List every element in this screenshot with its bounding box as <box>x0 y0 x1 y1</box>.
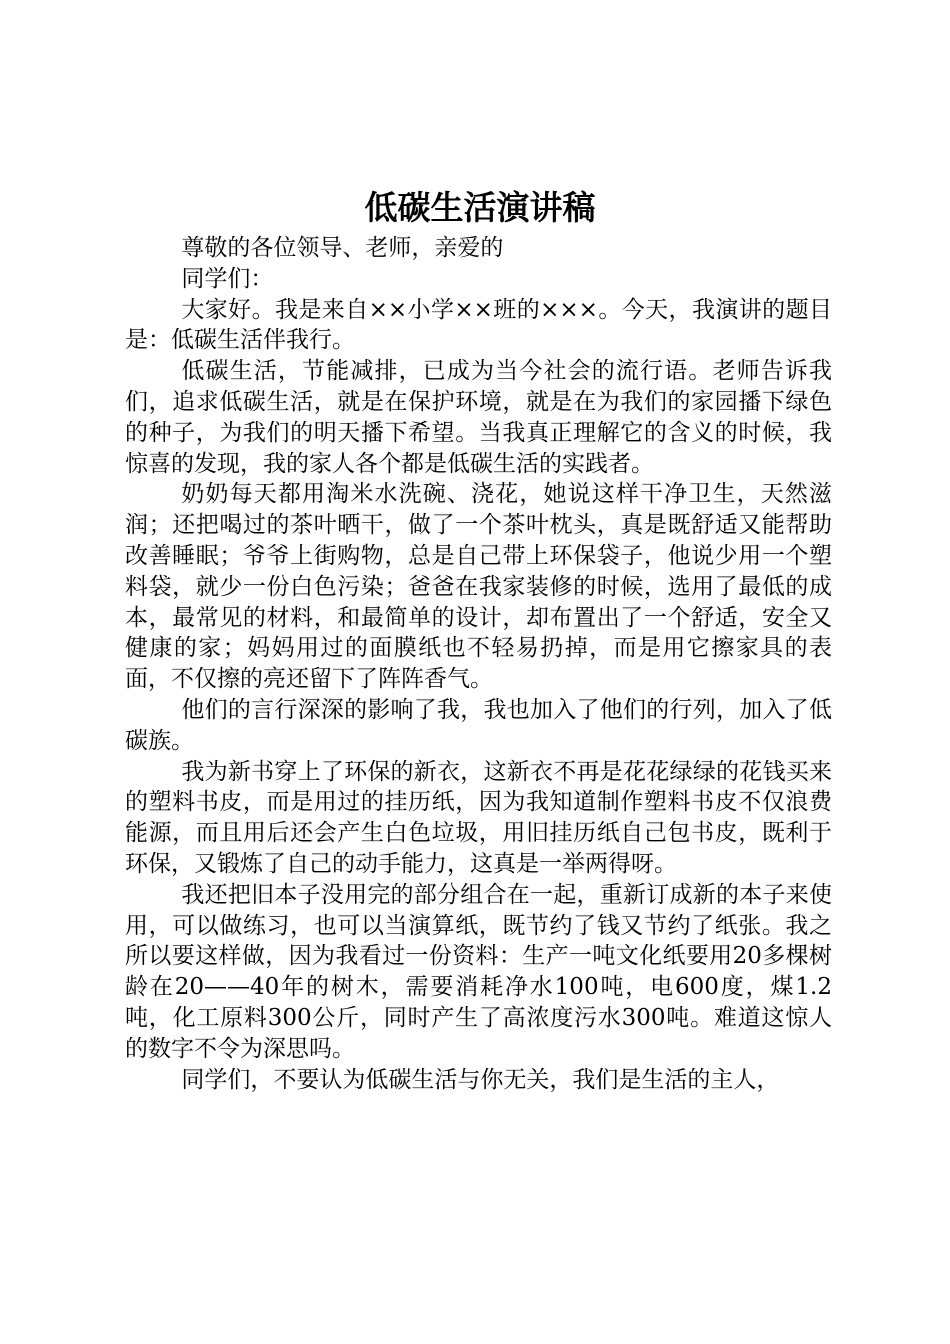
paragraph-introduction: 大家好。我是来自××小学××班的×××。今天，我演讲的题目是：低碳生活伴我行。 <box>125 296 832 354</box>
paragraph-joined-low-carbon: 他们的言行深深的影响了我，我也加入了他们的行列，加入了低碳族。 <box>125 696 832 754</box>
paragraph-notebooks: 我还把旧本子没用完的部分组合在一起，重新订成新的本子来使用，可以做练习，也可以当演算纸，既节约了钱又节约了纸张。我之所以要这样做，因为我看过一份资料：生产一吨文化纸要用20多棵树龄在20——40年的树木，需要消耗净水100吨，电600度，煤1.2吨，化工原料300公斤，同时产生了高浓度污水300吨。难道这惊人的数字不令为深思吗。 <box>125 881 832 1062</box>
paragraph-book-covers: 我为新书穿上了环保的新衣，这新衣不再是花花绿绿的花钱买来的塑料书皮，而是用过的挂历纸，因为我知道制作塑料书皮不仅浪费能源，而且用后还会产生白色垃圾，用旧挂历纸自己包书皮，既利于环保，又锻炼了自己的动手能力，这真是一举两得呀。 <box>125 758 832 877</box>
paragraph-family-examples: 奶奶每天都用淘米水洗碗、浇花，她说这样干净卫生，天然滋润；还把喝过的茶叶晒干，做了一个茶叶枕头，真是既舒适又能帮助改善睡眠；爷爷上街购物，总是自己带上环保袋子，他说少用一个塑料袋，就少一份白色污染；爸爸在我家装修的时候，选用了最低的成本，最常见的材料，和最简单的设计，却布置出了一个舒适，安全又健康的家；妈妈用过的面膜纸也不轻易扔掉，而是用它擦家具的表面，不仅擦的亮还留下了阵阵香气。 <box>125 481 832 693</box>
paragraph-low-carbon-meaning: 低碳生活，节能减排，已成为当今社会的流行语。老师告诉我们，追求低碳生活，就是在保护环境，就是在为我们的家园播下绿色的种子，为我们的明天播下希望。当我真正理解它的含义的时候，我惊喜的发现，我的家人各个都是低碳生活的实践者。 <box>125 358 832 477</box>
paragraph-closing-appeal: 同学们，不要认为低碳生活与你无关，我们是生活的主人， <box>181 1066 780 1093</box>
document-body <box>125 233 832 1095</box>
salutation-line-2: 同学们： <box>181 265 274 292</box>
salutation-line-1: 尊敬的各位领导、老师，亲爱的 <box>181 235 504 261</box>
document-title: 低碳生活演讲稿 <box>364 188 596 227</box>
